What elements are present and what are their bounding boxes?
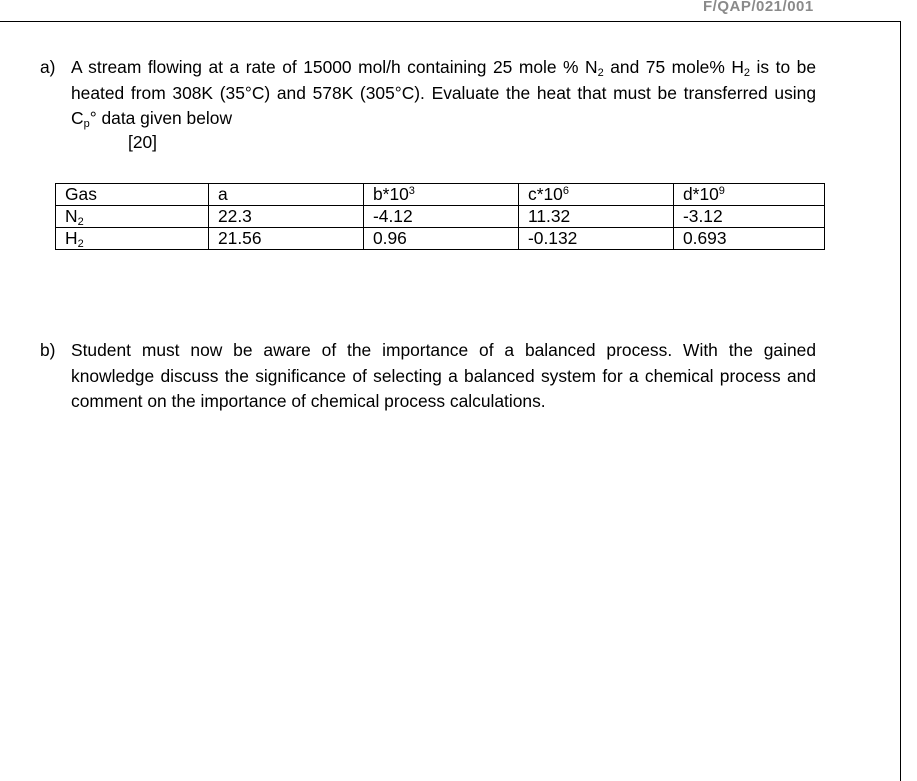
question-b-text: Student must now be aware of the importance of a balanced process. With the gained knowledge discuss the significance of selecting a balanced system for a chemical process and comment on the importance of chemical process calculations. — [71, 340, 816, 411]
question-b-label: b) — [40, 340, 56, 360]
table-row — [56, 206, 825, 228]
header-text: b*10 — [373, 184, 409, 204]
header-cell-c — [519, 184, 674, 206]
question-a-text-part-2: and 75 mole% H — [603, 57, 744, 77]
cell-c: -0.132 — [519, 228, 674, 250]
header-superscript: 6 — [562, 185, 569, 197]
gas-symbol: H — [65, 228, 78, 248]
header-cell-a — [209, 184, 364, 206]
question-a-text-part-3: is to be heated from 308K (35°C) and 578K (305°C). Evaluate the heat that must be transferred using C — [71, 57, 817, 128]
question-a-text-part-1: A stream flowing at a rate of 15000 mol/h containing 25 mole % N — [71, 57, 598, 77]
question-a-marks: [20] — [128, 132, 158, 152]
gas-subscript: 2 — [77, 216, 84, 228]
header-cell-b — [364, 184, 519, 206]
table-header-row — [56, 184, 825, 206]
cell-b: -4.12 — [364, 206, 519, 228]
question-a-text — [71, 55, 816, 132]
n2-subscript: 2 — [597, 67, 604, 79]
header-text: a — [218, 184, 228, 204]
cell-c: 11.32 — [519, 206, 674, 228]
header-text: d*10 — [683, 184, 719, 204]
header-cell-d — [674, 184, 825, 206]
header-text: Gas — [65, 184, 97, 204]
cell-d: -3.12 — [674, 206, 825, 228]
question-a-label: a) — [40, 57, 56, 77]
cell-gas — [56, 228, 209, 250]
question-b — [40, 338, 816, 415]
question-a-text-part-4: ° data given below — [89, 108, 232, 128]
question-a — [40, 55, 816, 132]
header-text: c*10 — [528, 184, 563, 204]
cp-data-table — [55, 183, 825, 250]
cell-gas — [56, 206, 209, 228]
document-code: F/QAP/021/001 — [703, 0, 814, 15]
gas-subscript: 2 — [77, 238, 84, 250]
cell-a: 21.56 — [209, 228, 364, 250]
cell-a: 22.3 — [209, 206, 364, 228]
page-border-right — [900, 21, 901, 781]
header-superscript: 9 — [718, 185, 725, 197]
header-cell-gas — [56, 184, 209, 206]
table-row — [56, 228, 825, 250]
header-superscript: 3 — [408, 185, 415, 197]
cell-b: 0.96 — [364, 228, 519, 250]
header-rule — [0, 21, 901, 22]
cell-d: 0.693 — [674, 228, 825, 250]
h2-subscript: 2 — [743, 67, 751, 79]
gas-symbol: N — [65, 206, 78, 226]
cp-subscript: p — [83, 118, 90, 130]
